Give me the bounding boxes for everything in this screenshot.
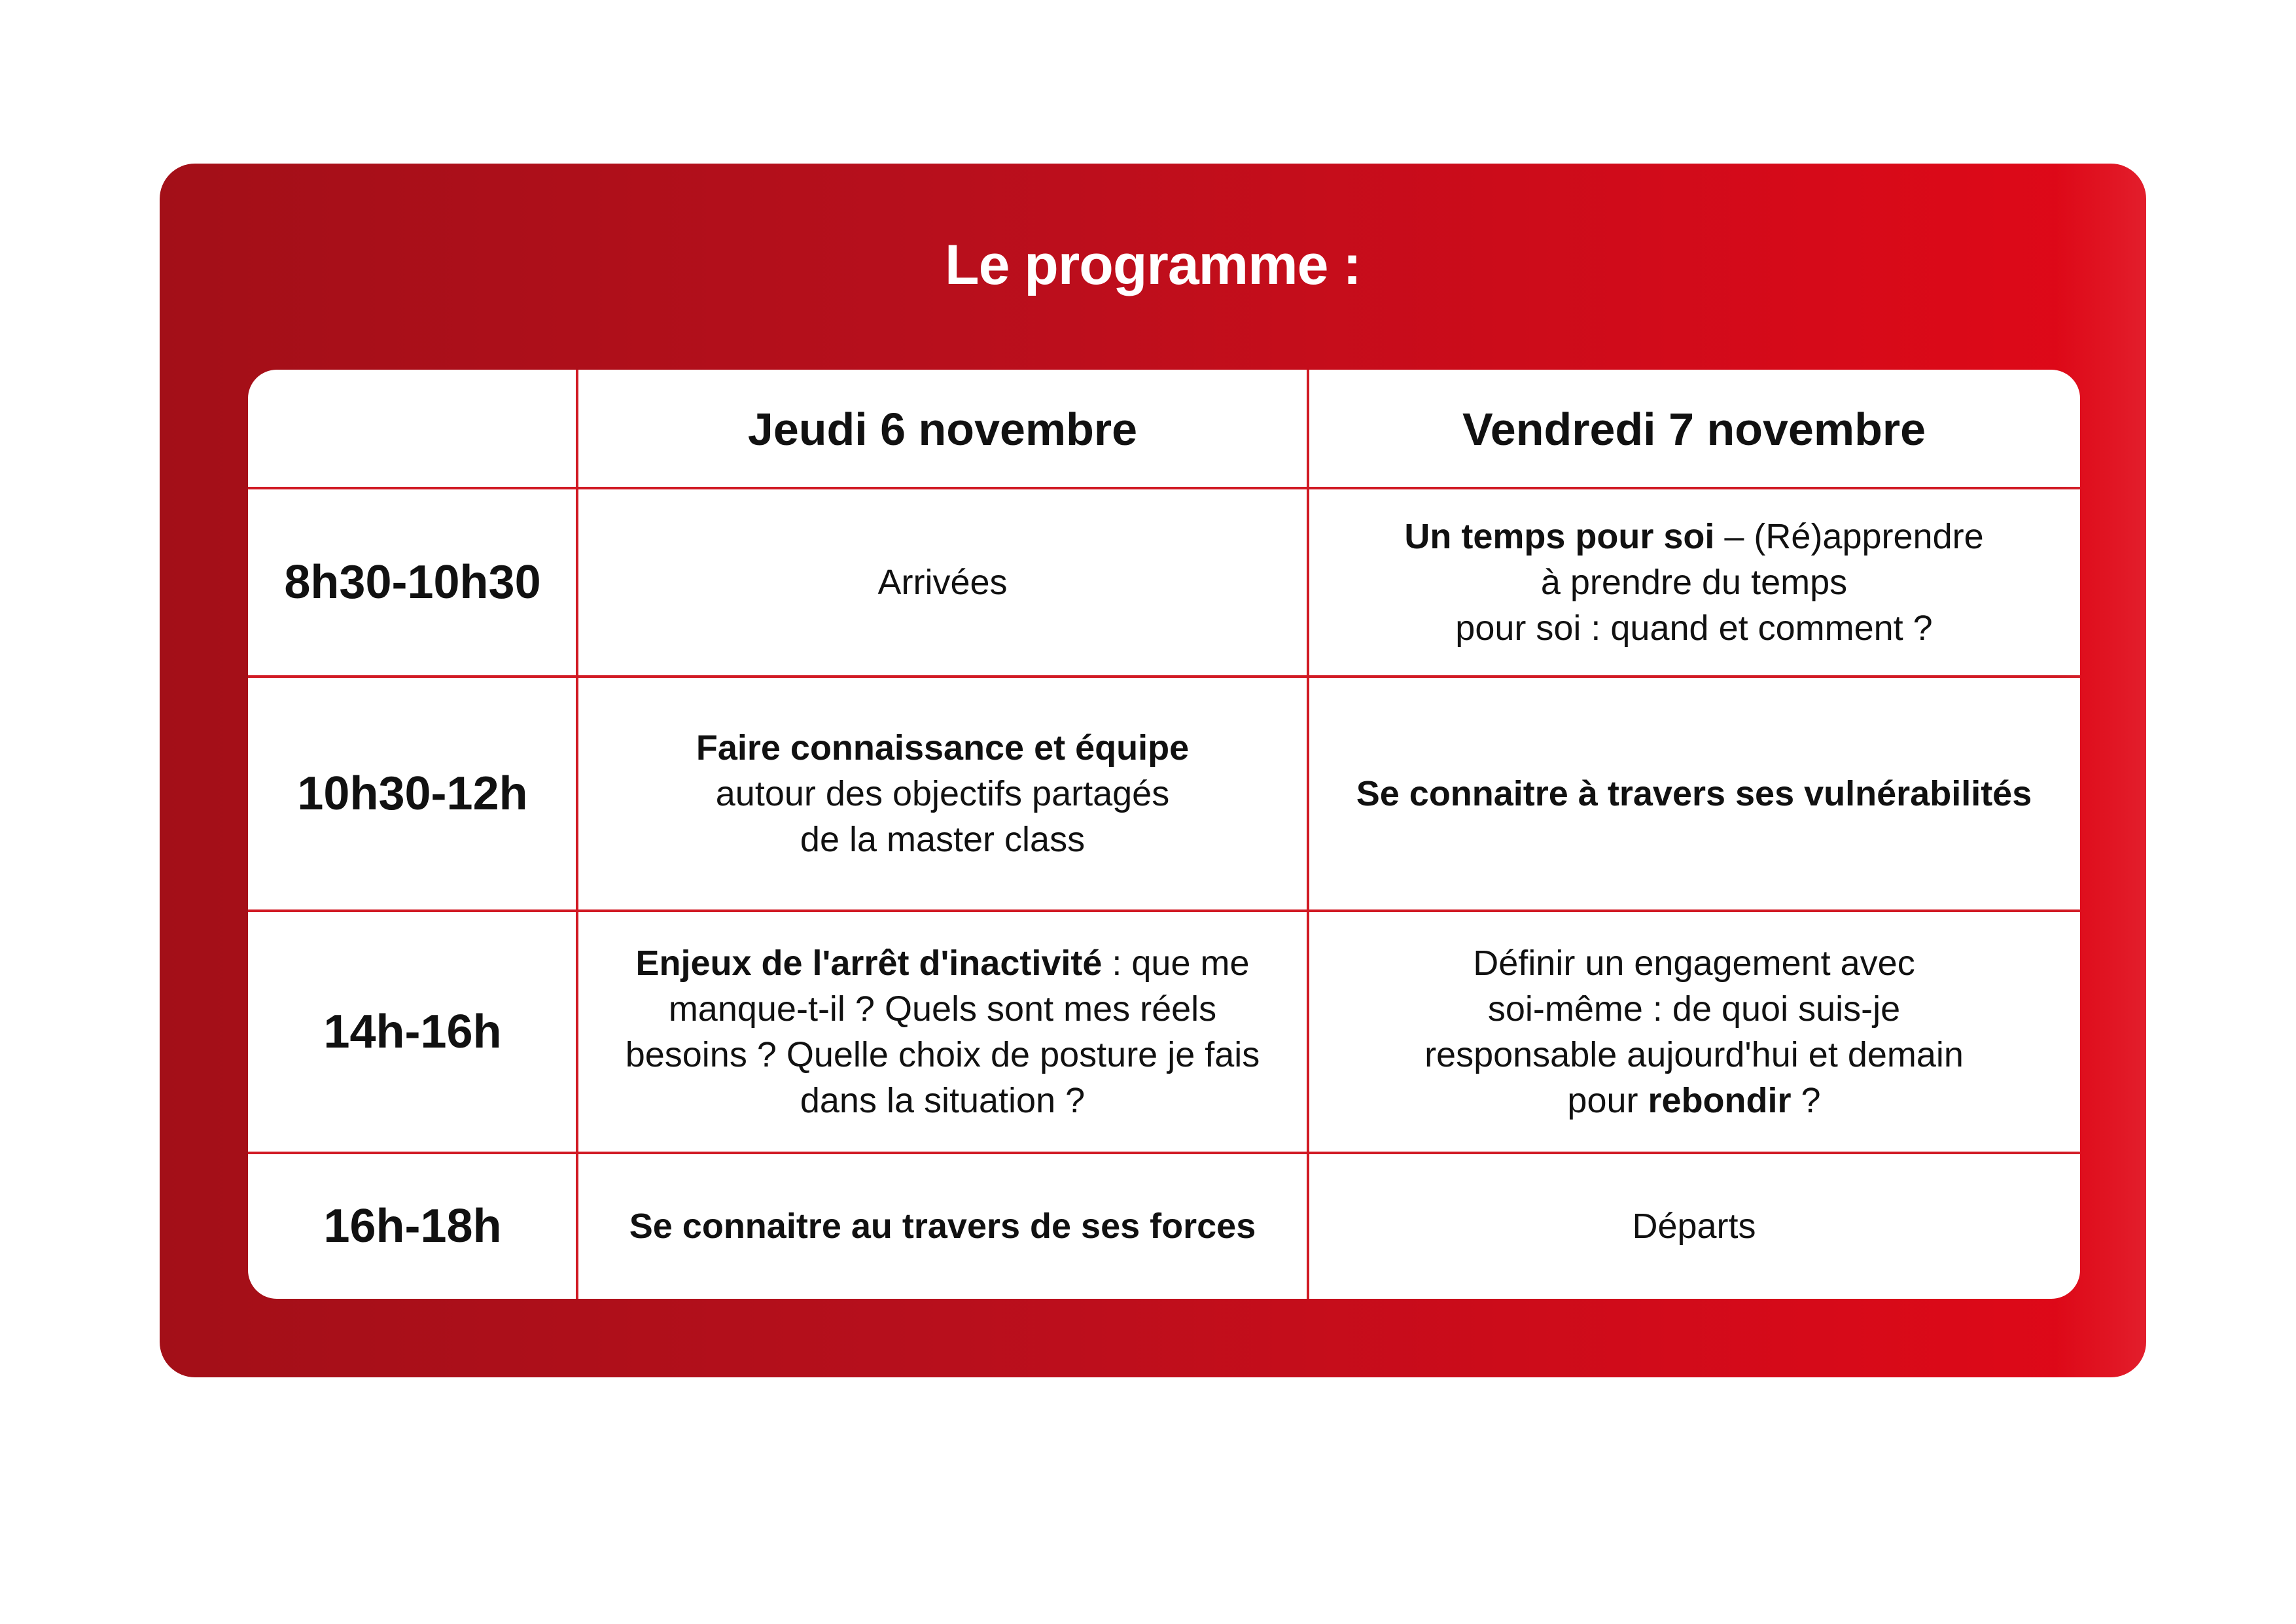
header-empty-cell <box>248 370 577 488</box>
row1-day1-text: Arrivées <box>877 563 1008 602</box>
grid-line-v1 <box>576 370 578 1299</box>
row3-day1-line4: dans la situation ? <box>800 1081 1086 1120</box>
page-title: Le programme : <box>945 234 1361 296</box>
grid-line-h2 <box>248 675 2080 678</box>
time-slot-4: 16h-18h <box>323 1199 502 1252</box>
programme-panel <box>160 164 2146 1377</box>
row1-day2-line2: à prendre du temps <box>1540 563 1848 602</box>
row3-day2-line2: soi-même : de quoi suis-je <box>1487 989 1901 1029</box>
time-slot-3: 14h-16h <box>323 1006 502 1058</box>
row3-day1-cell <box>577 911 1308 1153</box>
row2-day2-bold: Se connaitre à travers ses vulnérabilités <box>1356 774 2032 813</box>
row3-day1-line2: manque-t-il ? Quels sont mes réels <box>668 989 1217 1029</box>
row2-day2-cell <box>1308 677 2080 911</box>
row3-day1-bold: Enjeux de l'arrêt d'inactivité <box>635 944 1103 983</box>
row2-day1-bold: Faire connaissance et équipe <box>696 728 1190 768</box>
time-slot-2: 10h30-12h <box>297 768 528 820</box>
row2-day1-cell <box>577 677 1308 911</box>
header-day2: Vendredi 7 novembre <box>1462 403 1926 455</box>
row2-day1-line2: autour des objectifs partagés <box>715 774 1170 813</box>
header-day1: Jeudi 6 novembre <box>747 403 1138 455</box>
row1-day2-line3: pour soi : quand et comment ? <box>1455 609 1933 648</box>
schedule-table <box>248 370 2080 1299</box>
grid-line-h3 <box>248 909 2080 912</box>
row3-day2-line4-bold: rebondir <box>1648 1081 1792 1120</box>
row3-day1-line3: besoins ? Quelle choix de posture je fais <box>625 1035 1260 1074</box>
row3-day2-line1: Définir un engagement avec <box>1473 944 1915 983</box>
row3-day2-line3: responsable aujourd'hui et demain <box>1424 1035 1964 1074</box>
row3-day2-line4-pre: pour <box>1567 1081 1648 1120</box>
row1-day2-cell <box>1308 488 2080 677</box>
time-slot-1: 8h30-10h30 <box>284 556 541 609</box>
row3-day1-rest: : que me <box>1102 944 1250 983</box>
row4-day2-text: Départs <box>1632 1206 1756 1246</box>
row2-day1-line3: de la master class <box>800 820 1086 859</box>
grid-line-v2 <box>1307 370 1309 1299</box>
grid-line-h1 <box>248 487 2080 489</box>
row3-day2-cell <box>1308 911 2080 1153</box>
row1-day2-bold: Un temps pour soi <box>1404 517 1715 556</box>
row4-day1-bold: Se connaitre au travers de ses forces <box>629 1206 1256 1246</box>
grid-line-h4 <box>248 1152 2080 1154</box>
row1-day1-cell <box>577 488 1308 677</box>
row3-day2-line4-post: ? <box>1791 1081 1821 1120</box>
row4-day2-cell <box>1308 1153 2080 1299</box>
row4-day1-cell <box>577 1153 1308 1299</box>
row1-day2-rest: – (Ré)apprendre <box>1714 517 1984 556</box>
